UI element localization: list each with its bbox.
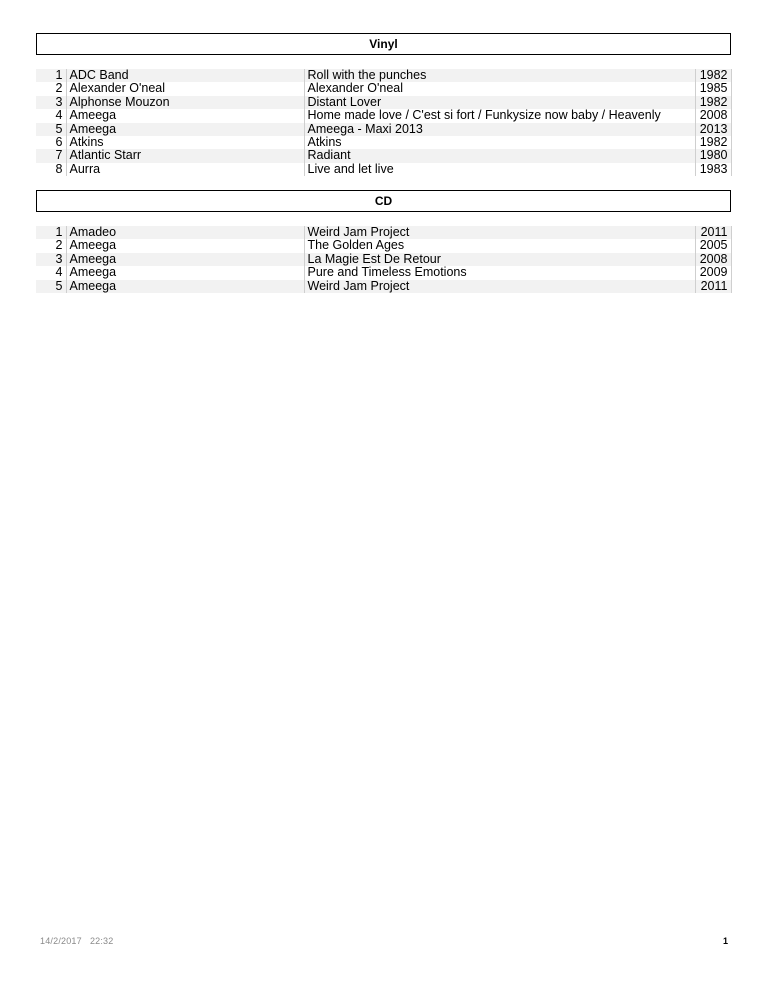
artist-cell: Ameega [66, 123, 304, 136]
row-number: 3 [36, 253, 66, 266]
year-cell: 2008 [695, 109, 731, 122]
artist-cell: Ameega [66, 280, 304, 293]
artist-cell: Ameega [66, 109, 304, 122]
row-number: 4 [36, 266, 66, 279]
year-cell: 1983 [695, 163, 731, 176]
artist-cell: Ameega [66, 266, 304, 279]
row-number: 2 [36, 239, 66, 252]
vinyl-row [36, 69, 731, 82]
year-cell: 2011 [695, 280, 731, 293]
title-cell: Radiant [304, 149, 695, 162]
artist-cell: Ameega [66, 239, 304, 252]
title-cell: Weird Jam Project [304, 280, 695, 293]
page-number: 1 [722, 936, 728, 946]
cd-row [36, 280, 731, 293]
year-cell: 2005 [695, 239, 731, 252]
row-number: 3 [36, 96, 66, 109]
artist-cell: Aurra [66, 163, 304, 176]
row-number: 7 [36, 149, 66, 162]
vinyl-table [36, 69, 732, 176]
artist-cell: Atlantic Starr [66, 149, 304, 162]
row-number: 8 [36, 163, 66, 176]
year-cell: 2013 [695, 123, 731, 136]
cd-row [36, 266, 731, 279]
cd-row [36, 226, 731, 239]
year-cell: 1985 [695, 82, 731, 95]
row-number: 1 [36, 69, 66, 82]
cd-row [36, 253, 731, 266]
vinyl-table-body [36, 69, 731, 176]
title-cell: Home made love / C'est si fort / Funkysize now baby / Heavenly [304, 109, 695, 122]
title-cell: Alexander O'neal [304, 82, 695, 95]
vinyl-row [36, 96, 731, 109]
section-title-cd: CD [374, 194, 393, 208]
vinyl-row [36, 123, 731, 136]
year-cell: 1980 [695, 149, 731, 162]
section-header-vinyl [36, 33, 731, 55]
vinyl-row [36, 149, 731, 162]
year-cell: 1982 [695, 69, 731, 82]
row-number: 6 [36, 136, 66, 149]
title-cell: Weird Jam Project [304, 226, 695, 239]
year-cell: 1982 [695, 96, 731, 109]
year-cell: 1982 [695, 136, 731, 149]
row-number: 1 [36, 226, 66, 239]
print-date: 14/2/2017 22:32 [40, 936, 114, 946]
title-cell: La Magie Est De Retour [304, 253, 695, 266]
cd-row [36, 239, 731, 252]
row-number: 4 [36, 109, 66, 122]
title-cell: Distant Lover [304, 96, 695, 109]
year-cell: 2008 [695, 253, 731, 266]
row-number: 5 [36, 123, 66, 136]
artist-cell: Amadeo [66, 226, 304, 239]
title-cell: Pure and Timeless Emotions [304, 266, 695, 279]
section-title-vinyl: Vinyl [369, 37, 398, 51]
title-cell: Live and let live [304, 163, 695, 176]
artist-cell: Alexander O'neal [66, 82, 304, 95]
title-cell: Roll with the punches [304, 69, 695, 82]
artist-cell: Atkins [66, 136, 304, 149]
title-cell: The Golden Ages [304, 239, 695, 252]
row-number: 2 [36, 82, 66, 95]
cd-table-body [36, 226, 731, 293]
artist-cell: Ameega [66, 253, 304, 266]
cd-table [36, 226, 732, 293]
year-cell: 2011 [695, 226, 731, 239]
row-number: 5 [36, 280, 66, 293]
title-cell: Ameega - Maxi 2013 [304, 123, 695, 136]
year-cell: 2009 [695, 266, 731, 279]
artist-cell: ADC Band [66, 69, 304, 82]
vinyl-row [36, 82, 731, 95]
artist-cell: Alphonse Mouzon [66, 96, 304, 109]
vinyl-row [36, 163, 731, 176]
vinyl-row [36, 109, 731, 122]
vinyl-row [36, 136, 731, 149]
title-cell: Atkins [304, 136, 695, 149]
section-header-cd [36, 190, 731, 212]
